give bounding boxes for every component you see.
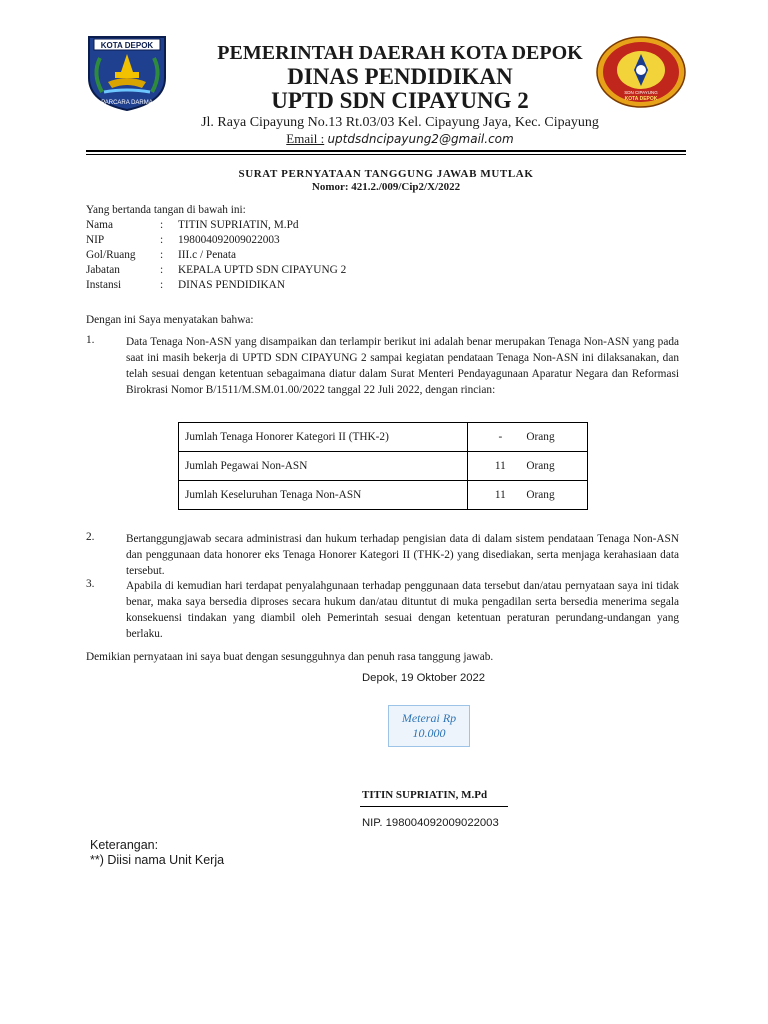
field-label-nip: NIP bbox=[86, 234, 105, 246]
header-address: Jl. Raya Cipayung No.13 Rt.03/03 Kel. Cipayung Jaya, Kec. Cipayung bbox=[201, 115, 599, 130]
field-label-instansi: Instansi bbox=[86, 279, 122, 291]
table-cell-value bbox=[468, 452, 588, 481]
meterai-stamp bbox=[388, 705, 470, 747]
logo-left-text-top: KOTA DEPOK bbox=[100, 41, 154, 50]
field-value-nip: 198004092009022003 bbox=[178, 234, 280, 246]
field-value-nama: TITIN SUPRIATIN, M.Pd bbox=[178, 219, 299, 231]
logo-left-text-bottom: PARCARA DARMA bbox=[101, 100, 153, 106]
intro-text: Yang bertanda tangan di bawah ini: bbox=[86, 204, 246, 216]
field-colon: : bbox=[160, 234, 164, 246]
field-label-nama: Nama bbox=[86, 219, 113, 231]
email-label: Email : bbox=[286, 131, 325, 146]
table-count: - bbox=[498, 431, 503, 443]
signer-name: TITIN SUPRIATIN, M.Pd bbox=[362, 789, 488, 801]
field-value-jabatan: KEPALA UPTD SDN CIPAYUNG 2 bbox=[178, 264, 347, 276]
table-cell-label: Jumlah Keseluruhan Tenaga Non-ASN bbox=[179, 481, 468, 510]
table-count: 11 bbox=[494, 489, 506, 501]
table-row bbox=[179, 481, 588, 510]
table-unit: Orang bbox=[526, 460, 555, 472]
notes-item: **) Diisi nama Unit Kerja bbox=[90, 853, 225, 867]
field-label-golruang: Gol/Ruang bbox=[86, 249, 136, 261]
table-unit: Orang bbox=[526, 489, 555, 501]
table-count: 11 bbox=[494, 460, 506, 472]
field-colon: : bbox=[160, 264, 164, 276]
item-number: 3. bbox=[86, 578, 95, 590]
item-text: Bertanggungjawab secara administrasi dan hukum terhadap pengisian data di dalam sistem pendataan Tenaga Non-ASN dan penggunaan data honorer eks Tenaga Honorer Kategori II (THK-2) yang disediakan, serta menjaga kerahasiaan data tersebut. bbox=[126, 533, 679, 577]
document-title: SURAT PERNYATAAN TANGGUNG JAWAB MUTLAK bbox=[238, 168, 534, 180]
notes-label: Keterangan: bbox=[90, 838, 159, 852]
summary-table bbox=[178, 422, 588, 510]
field-colon: : bbox=[160, 219, 164, 231]
table-cell-label: Jumlah Tenaga Honorer Kategori II (THK-2) bbox=[179, 423, 468, 452]
header-rule-thin bbox=[86, 154, 686, 155]
header-email bbox=[140, 131, 660, 147]
logo-right-text-top: SDN CIPAYUNG bbox=[624, 90, 658, 95]
field-label-jabatan: Jabatan bbox=[86, 264, 120, 276]
item-number: 2. bbox=[86, 531, 95, 543]
table-cell-value bbox=[468, 423, 588, 452]
meterai-line2: 10.000 bbox=[412, 726, 446, 740]
closing-text: Demikian pernyataan ini saya buat dengan sesungguhnya dan penuh rasa tanggung jawab. bbox=[86, 651, 494, 663]
statement-text: Dengan ini Saya menyatakan bahwa: bbox=[86, 314, 254, 326]
table-row bbox=[179, 452, 588, 481]
meterai-line1: Meterai Rp bbox=[401, 711, 457, 725]
table-unit: Orang bbox=[526, 431, 555, 443]
item-text: Apabila di kemudian hari terdapat penyalahgunaan terhadap penggunaan data tersebut dan/atau pernyataan saya ini tidak benar, maka saya bersedia diproses secara hukum dan/atau dituntut di muka pengadilan serta bersedia menerima segala konsekuensi tindakan yang diambil oleh Pemerintah sesuai dengan ketentuan peraturan perundang-undangan yang berlaku. bbox=[126, 580, 679, 640]
signer-nip: NIP. 198004092009022003 bbox=[362, 817, 499, 829]
header-department: DINAS PENDIDIKAN bbox=[287, 64, 513, 89]
item-number: 1. bbox=[86, 334, 95, 346]
table-cell-value bbox=[468, 481, 588, 510]
logo-right-text-bottom: KOTA DEPOK bbox=[624, 96, 658, 102]
header-rule bbox=[86, 150, 686, 152]
email-link[interactable]: uptdsdncipayung2@gmail.com bbox=[327, 132, 514, 146]
field-colon: : bbox=[160, 279, 164, 291]
field-value-golruang: III.c / Penata bbox=[178, 249, 237, 261]
table-cell-label: Jumlah Pegawai Non-ASN bbox=[179, 452, 468, 481]
field-colon: : bbox=[160, 249, 164, 261]
document-number: Nomor: 421.2./009/Cip2/X/2022 bbox=[311, 181, 461, 193]
table-row bbox=[179, 423, 588, 452]
place-date: Depok, 19 Oktober 2022 bbox=[362, 672, 486, 684]
item-text: Data Tenaga Non-ASN yang disampaikan dan terlampir berikut ini adalah benar merupakan Tenaga Non-ASN yang pada saat ini masih bekerja di UPTD SDN CIPAYUNG 2 sampai kegiatan pendataan Tenaga Non-ASN ini dilaksanakan, dan telah sesuai dengan ketentuan sebagaimana diatur dalam Surat Menteri Pendayagunaan Aparatur Negara dan Reformasi Birokrasi Nomor B/1511/M.SM.01.00/2022 tanggal 22 Juli 2022, dengan rincian: bbox=[126, 336, 679, 396]
field-value-instansi: DINAS PENDIDIKAN bbox=[178, 279, 286, 291]
header-government: PEMERINTAH DAERAH KOTA DEPOK bbox=[217, 42, 583, 64]
signature-rule bbox=[360, 806, 508, 807]
header-school: UPTD SDN CIPAYUNG 2 bbox=[271, 88, 529, 113]
